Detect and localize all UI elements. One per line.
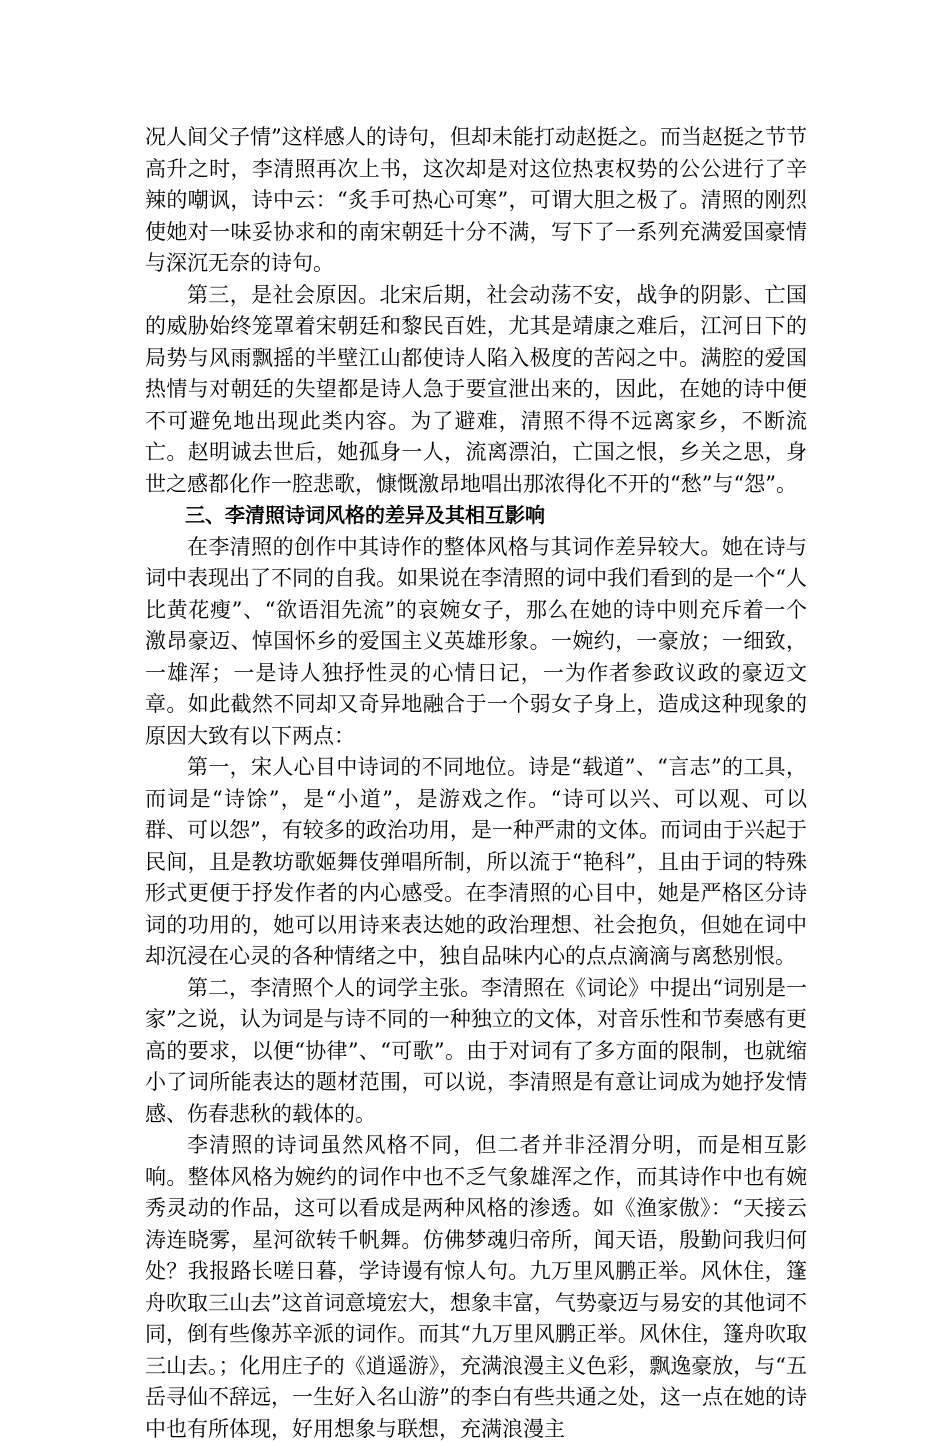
section-heading: 三、李清照诗词风格的差异及其相互影响 — [185, 503, 545, 527]
paragraph-second-reason: 第二，李清照个人的词学主张。李清照在《词论》中提出“词别是一家”之说，认为词是与诗不同的一种独立的文体，对音乐性和节奏感有更高的要求，以便“协律”、“可歌”。由于对词有了多方面的限制，也就缩小了词所能表达的题材范围，可以说，李清照是有意让词成为她抒发情感、伤春悲秋的载体的。 — [145, 975, 807, 1126]
document-page — [145, 122, 807, 1445]
paragraph-first-reason: 第一，宋人心目中诗词的不同地位。诗是“载道”、“言志”的工具，而词是“诗馀”，是“小道”，是游戏之作。“诗可以兴、可以观、可以群、可以怨”，有较多的政治功用，是一种严肃的文体。而词由于兴起于民间，且是教坊歌姬舞伎弹唱所制，所以流于“艳科”，且由于词的特殊形式更便于抒发作者的内心感受。在李清照的心目中，她是严格区分诗词的功用的，她可以用诗来表达她的政治理想、社会抱负，但她在词中却沉浸在心灵的各种情绪之中，独自品味内心的点点滴滴与离愁别恨。 — [145, 755, 807, 968]
paragraph-social-reasons: 第三，是社会原因。北宋后期，社会动荡不安，战争的阴影、亡国的威胁始终笼罩着宋朝廷和黎民百姓，尤其是靖康之难后，江河日下的局势与风雨飘摇的半壁江山都使诗人陷入极度的苦闷之中。满腔的爱国热情与对朝廷的失望都是诗人急于要宣泄出来的，因此，在她的诗中便不可避免地出现此类内容。为了避难，清照不得不远离家乡，不断流亡。赵明诚去世后，她孤身一人，流离漂泊，亡国之恨，乡关之思，身世之感都化作一腔悲歌，慷慨激昂地唱出那浓得化不开的“愁”与“怨”。 — [145, 282, 807, 496]
paragraph-continuation: 况人间父子情”这样感人的诗句，但却未能打动赵挺之。而当赵挺之节节高升之时，李清照再次上书，这次却是对这位热衷权势的公公进行了辛辣的嘲讽，诗中云：“炙手可热心可寒”，可谓大胆之极了。清照的刚烈使她对一味妥协求和的南宋朝廷十分不满，写下了一系列充满爱国豪情与深沉无奈的诗句。 — [145, 125, 807, 275]
paragraph-mutual-influence: 李清照的诗词虽然风格不同，但二者并非泾渭分明，而是相互影响。整体风格为婉约的词作中也不乏气象雄浑之作，而其诗作中也有婉秀灵动的作品，这可以看成是两种风格的渗透。如《渔家傲》：“天接云涛连晓雾，星河欲转千帆舞。仿佛梦魂归帝所，闻天语，殷勤问我归何处？我报路长嗟日暮，学诗谩有惊人句。九万里风鹏正举。风休住，篷舟吹取三山去”这首词意境宏大，想象丰富，气势豪迈与易安的其他词不同，倒有些像苏辛派的词作。而其“九万里风鹏正举。风休住，篷舟吹取三山去。；化用庄子的《逍遥游》，充满浪漫主义色彩，飘逸豪放，与“五岳寻仙不辞远，一生好入名山游”的李白有些共通之处，这一点在她的诗中也有所体现，好用想象与联想，充满浪漫主 — [145, 1133, 807, 1441]
paragraph-style-difference: 在李清照的创作中其诗作的整体风格与其词作差异较大。她在诗与词中表现出了不同的自我。如果说在李清照的词中我们看到的是一个“人比黄花瘦”、“欲语泪先流”的哀婉女子，那么在她的诗中则充斥着一个激昂豪迈、悼国怀乡的爱国主义英雄形象。一婉约，一豪放；一细致，一雄浑；一是诗人独抒性灵的心情日记，一为作者参政议政的豪迈文章。如此截然不同却又奇异地融合于一个弱女子身上，造成这种现象的原因大致有以下两点： — [145, 534, 807, 748]
